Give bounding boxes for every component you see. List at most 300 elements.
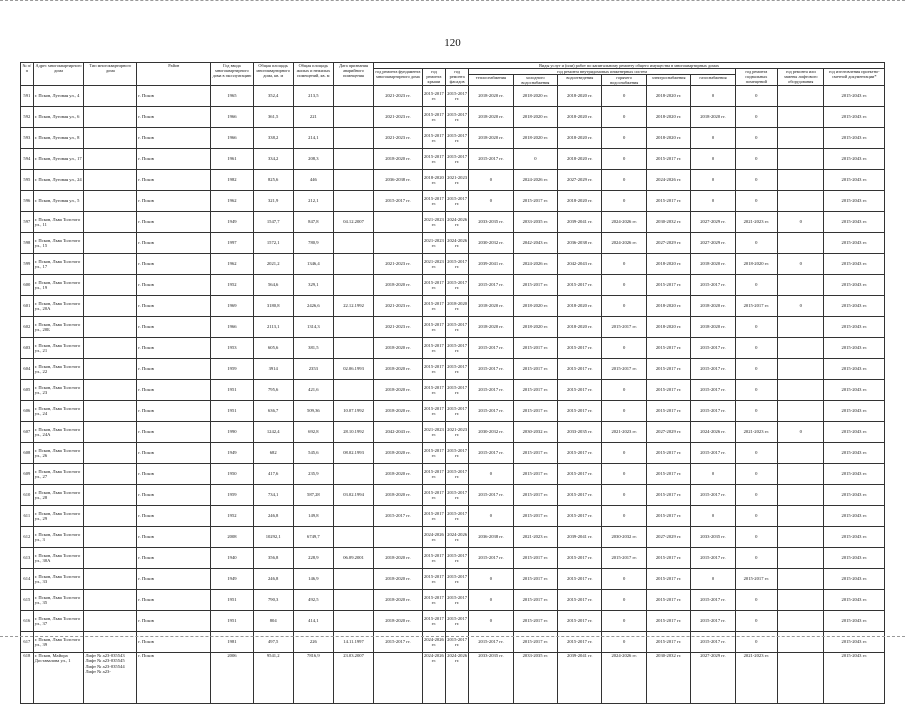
cell-heat: 2015-2017 гг. bbox=[469, 338, 513, 359]
cell-facade: 2015-2017 гг. bbox=[446, 86, 469, 107]
cell-cold-water: 2015-2017 гг. bbox=[513, 359, 557, 380]
cell-foundation bbox=[374, 527, 423, 548]
cell-date bbox=[333, 569, 373, 590]
cell-year: 1969 bbox=[211, 296, 253, 317]
cell-type bbox=[84, 611, 137, 632]
cell-total-area: 321,9 bbox=[253, 191, 293, 212]
header-living-area: Общая площадь жилых и нежилых помещений, кв. м bbox=[293, 63, 333, 86]
cell-address: г. Псков, Льва Толстого ул., 21 bbox=[33, 338, 84, 359]
cell-year: 2008 bbox=[211, 527, 253, 548]
cell-address: г. Псков, Луговая ул., 17 bbox=[33, 149, 84, 170]
cell-district: г. Псков bbox=[137, 296, 211, 317]
cell-electricity: 2018-2020 гг. bbox=[646, 107, 690, 128]
cell-lift bbox=[777, 359, 824, 380]
cell-living-area: 381,5 bbox=[293, 338, 333, 359]
cell-foundation: 2015-2017 гг. bbox=[374, 191, 423, 212]
cell-roof: 2015-2017 гг. bbox=[422, 107, 445, 128]
cell-foundation: 2021-2023 гг. bbox=[374, 317, 423, 338]
cell-heat: 0 bbox=[469, 464, 513, 485]
cell-electricity: 2015-2017 гг. bbox=[646, 548, 690, 569]
cell-lift bbox=[777, 443, 824, 464]
cell-facade: 2015-2017 гг. bbox=[446, 275, 469, 296]
cell-basement: 0 bbox=[735, 107, 777, 128]
cell-gas: 0 bbox=[691, 128, 735, 149]
header-facade: год ремонта фасадов bbox=[446, 69, 469, 86]
cell-heat: 2015-2017 гг. bbox=[469, 401, 513, 422]
cell-roof: 2015-2017 гг. bbox=[422, 317, 445, 338]
cell-drain: 2015-2017 гг. bbox=[558, 443, 602, 464]
cell-gas: 2027-2029 гг. bbox=[691, 233, 735, 254]
cell-basement: 0 bbox=[735, 611, 777, 632]
cell-year: 1962 bbox=[211, 191, 253, 212]
cell-gas: 0 bbox=[691, 170, 735, 191]
cell-date bbox=[333, 233, 373, 254]
cell-electricity: 2018-2020 гг. bbox=[646, 128, 690, 149]
header-systems-group: год ремонта внутридомовых инженерных систем bbox=[469, 69, 735, 75]
cell-year: 1951 bbox=[211, 401, 253, 422]
cell-cold-water: 2015-2017 гг. bbox=[513, 632, 557, 653]
cell-heat: 2018-2020 гг. bbox=[469, 128, 513, 149]
cell-facade: 2018-2020 гг. bbox=[446, 296, 469, 317]
cell-date bbox=[333, 527, 373, 548]
cell-year: 1959 bbox=[211, 359, 253, 380]
cell-hot-water: 0 bbox=[602, 149, 646, 170]
cell-facade: 2021-2023 гг. bbox=[446, 170, 469, 191]
cell-address: г. Псков, Льва Толстого ул., 3 bbox=[33, 527, 84, 548]
cell-facade: 2015-2017 гг. bbox=[446, 149, 469, 170]
cell-basement: 0 bbox=[735, 233, 777, 254]
cell-gas: 2015-2017 гг. bbox=[691, 590, 735, 611]
cell-drain: 2018-2020 гг. bbox=[558, 296, 602, 317]
cell-total-area: 795,6 bbox=[253, 380, 293, 401]
cell-address: г. Псков, Льва Толстого ул., 17 bbox=[33, 254, 84, 275]
header-lift: год ремонта или замены лифтового оборудования bbox=[777, 69, 824, 86]
cell-cold-water: 2015-2017 гг. bbox=[513, 569, 557, 590]
cell-foundation: 2018-2020 гг. bbox=[374, 485, 423, 506]
cell-num: 610 bbox=[21, 485, 34, 506]
cell-heat: 2039-2041 гг. bbox=[469, 254, 513, 275]
cell-hot-water: 2015-2017 гг. bbox=[602, 317, 646, 338]
cell-address: г. Псков, Льва Толстого ул., 24 bbox=[33, 401, 84, 422]
cell-living-area: 1346,4 bbox=[293, 254, 333, 275]
cell-hot-water: 0 bbox=[602, 254, 646, 275]
cell-drain: 2027-2029 гг. bbox=[558, 170, 602, 191]
cell-living-area: 228,9 bbox=[293, 548, 333, 569]
cell-date: 02.06.1993 bbox=[333, 359, 373, 380]
cell-roof: 2015-2017 гг. bbox=[422, 590, 445, 611]
cell-address: г. Псков, Луговая ул., 5 bbox=[33, 191, 84, 212]
cell-date bbox=[333, 128, 373, 149]
table-row bbox=[21, 464, 885, 485]
cell-num: 603 bbox=[21, 338, 34, 359]
cell-gas: 2015-2017 гг. bbox=[691, 611, 735, 632]
cell-num: 614 bbox=[21, 569, 34, 590]
cell-living-area: 446 bbox=[293, 170, 333, 191]
cell-basement: 0 bbox=[735, 590, 777, 611]
cell-electricity: 2015-2017 гг. bbox=[646, 632, 690, 653]
cell-foundation: 2021-2023 гг. bbox=[374, 86, 423, 107]
cell-hot-water: 0 bbox=[602, 590, 646, 611]
header-type: Тип многоквартирного дома bbox=[84, 63, 137, 86]
cell-design: 2015-2043 гг. bbox=[824, 317, 885, 338]
cell-living-area: 2426,6 bbox=[293, 296, 333, 317]
cell-drain: 2015-2017 гг. bbox=[558, 464, 602, 485]
cell-lift bbox=[777, 338, 824, 359]
cell-facade: 2015-2017 гг. bbox=[446, 380, 469, 401]
cell-address: г. Псков, Луговая ул., 24 bbox=[33, 170, 84, 191]
cell-electricity: 2015-2017 гг. bbox=[646, 506, 690, 527]
cell-living-area: 214,1 bbox=[293, 128, 333, 149]
cell-type bbox=[84, 338, 137, 359]
cell-year: 1966 bbox=[211, 317, 253, 338]
cell-foundation: 2018-2020 гг. bbox=[374, 464, 423, 485]
cell-heat: 2015-2017 гг. bbox=[469, 443, 513, 464]
header-year: Год ввода многоквартирного дома в эксплуатацию bbox=[211, 63, 253, 86]
cell-living-area: 226 bbox=[293, 632, 333, 653]
cell-basement: 0 bbox=[735, 548, 777, 569]
cell-district: г. Псков bbox=[137, 212, 211, 233]
cell-electricity: 2015-2017 гг. bbox=[646, 464, 690, 485]
cell-address: г. Псков, Льва Толстого ул., 24А bbox=[33, 422, 84, 443]
cell-basement: 2021-2023 гг. bbox=[735, 212, 777, 233]
cell-facade: 2015-2017 гг. bbox=[446, 401, 469, 422]
cell-date: 06.09.2001 bbox=[333, 548, 373, 569]
cell-date: 14.11.1997 bbox=[333, 632, 373, 653]
cell-year: 1982 bbox=[211, 170, 253, 191]
cell-basement: 0 bbox=[735, 401, 777, 422]
cell-year: 1997 bbox=[211, 233, 253, 254]
header-heat: теплоснабжения bbox=[469, 75, 513, 86]
cell-address: г. Псков, Льва Толстого ул., 20А bbox=[33, 296, 84, 317]
cell-cold-water: 2015-2017 гг. bbox=[513, 590, 557, 611]
cell-year: 1953 bbox=[211, 338, 253, 359]
cell-drain: 2018-2020 гг. bbox=[558, 86, 602, 107]
table-row bbox=[21, 170, 885, 191]
cell-facade: 2024-2026 гг. bbox=[446, 527, 469, 548]
cell-roof: 2015-2017 гг. bbox=[422, 149, 445, 170]
table-row bbox=[21, 275, 885, 296]
scan-bottom-edge bbox=[0, 636, 905, 637]
cell-heat: 2033-2035 гг. bbox=[469, 653, 513, 704]
cell-electricity: 2018-2020 гг. bbox=[646, 317, 690, 338]
cell-address: г. Псков, Льва Толстого ул., 39 bbox=[33, 632, 84, 653]
cell-total-area: 334,2 bbox=[253, 149, 293, 170]
cell-district: г. Псков bbox=[137, 317, 211, 338]
cell-design: 2015-2043 гг. bbox=[824, 296, 885, 317]
cell-lift bbox=[777, 275, 824, 296]
cell-hot-water: 2024-2026 гг. bbox=[602, 653, 646, 704]
cell-type bbox=[84, 254, 137, 275]
cell-living-area: 414,1 bbox=[293, 611, 333, 632]
header-foundation: год ремонта фундамента многоквартирного дома bbox=[374, 69, 423, 86]
cell-gas: 2018-2020 гг. bbox=[691, 254, 735, 275]
cell-foundation: 2018-2020 гг. bbox=[374, 338, 423, 359]
cell-design: 2015-2043 гг. bbox=[824, 170, 885, 191]
cell-num: 604 bbox=[21, 359, 34, 380]
cell-year: 1952 bbox=[211, 275, 253, 296]
cell-foundation bbox=[374, 653, 423, 704]
cell-type bbox=[84, 422, 137, 443]
table-row bbox=[21, 317, 885, 338]
scan-top-edge bbox=[0, 0, 905, 3]
cell-foundation: 2015-2017 гг. bbox=[374, 506, 423, 527]
cell-lift: 0 bbox=[777, 254, 824, 275]
cell-address: г. Псков, Льва Толстого ул., 22 bbox=[33, 359, 84, 380]
cell-heat: 2018-2020 гг. bbox=[469, 296, 513, 317]
header-works-group: Виды услуг и (или) работ по капитальному ремонту общего имущества в многоквартирных домах bbox=[374, 63, 885, 69]
cell-num: 611 bbox=[21, 506, 34, 527]
cell-date bbox=[333, 506, 373, 527]
cell-living-area: 1314,3 bbox=[293, 317, 333, 338]
table-row bbox=[21, 443, 885, 464]
cell-electricity: 2027-2029 гг. bbox=[646, 233, 690, 254]
header-roof: год ремонта крыши bbox=[422, 69, 445, 86]
cell-cold-water: 2015-2017 гг. bbox=[513, 191, 557, 212]
cell-foundation: 2042-2043 гг. bbox=[374, 422, 423, 443]
cell-hot-water: 0 bbox=[602, 611, 646, 632]
table-row bbox=[21, 380, 885, 401]
cell-cold-water: 2015-2017 гг. bbox=[513, 338, 557, 359]
cell-facade: 2024-2026 гг. bbox=[446, 233, 469, 254]
cell-foundation bbox=[374, 212, 423, 233]
cell-type bbox=[84, 317, 137, 338]
cell-total-area: 734,1 bbox=[253, 485, 293, 506]
cell-living-area: 587,28 bbox=[293, 485, 333, 506]
header-date: Дата признания аварийного помещения bbox=[333, 63, 373, 86]
cell-basement: 0 bbox=[735, 170, 777, 191]
cell-total-area: 246,8 bbox=[253, 569, 293, 590]
cell-basement: 0 bbox=[735, 128, 777, 149]
cell-electricity: 2015-2017 гг. bbox=[646, 191, 690, 212]
cell-hot-water: 0 bbox=[602, 191, 646, 212]
cell-foundation: 2015-2017 гг. bbox=[374, 632, 423, 653]
cell-lift bbox=[777, 485, 824, 506]
header-gas: газоснабжения bbox=[691, 75, 735, 86]
table-row bbox=[21, 233, 885, 254]
cell-living-area: 492,5 bbox=[293, 590, 333, 611]
cell-heat: 2015-2017 гг. bbox=[469, 359, 513, 380]
cell-num: 615 bbox=[21, 590, 34, 611]
cell-year: 1949 bbox=[211, 443, 253, 464]
cell-type bbox=[84, 506, 137, 527]
cell-drain: 2015-2017 гг. bbox=[558, 275, 602, 296]
cell-district: г. Псков bbox=[137, 275, 211, 296]
cell-drain: 2018-2020 гг. bbox=[558, 128, 602, 149]
cell-lift: 0 bbox=[777, 296, 824, 317]
cell-cold-water: 2015-2017 гг. bbox=[513, 275, 557, 296]
table-row bbox=[21, 527, 885, 548]
cell-facade: 2015-2017 гг. bbox=[446, 464, 469, 485]
cell-total-area: 825,6 bbox=[253, 170, 293, 191]
cell-gas: 2033-2035 гг. bbox=[691, 527, 735, 548]
cell-type bbox=[84, 191, 137, 212]
cell-roof: 2018-2020 гг. bbox=[422, 170, 445, 191]
cell-gas: 2027-2029 гг. bbox=[691, 653, 735, 704]
cell-heat: 0 bbox=[469, 590, 513, 611]
cell-roof: 2015-2017 гг. bbox=[422, 464, 445, 485]
cell-cold-water: 2024-2026 гг. bbox=[513, 170, 557, 191]
cell-gas: 2024-2026 гг. bbox=[691, 422, 735, 443]
cell-lift bbox=[777, 590, 824, 611]
cell-living-area: 235,9 bbox=[293, 464, 333, 485]
cell-electricity: 2027-2029 гг. bbox=[646, 527, 690, 548]
cell-date bbox=[333, 275, 373, 296]
header-electricity: электроснабжения bbox=[646, 75, 690, 86]
header-basement: год ремонта подвальных помещений bbox=[735, 69, 777, 86]
cell-year: 1966 bbox=[211, 107, 253, 128]
cell-total-area: 1547,7 bbox=[253, 212, 293, 233]
cell-cold-water: 2015-2017 гг. bbox=[513, 485, 557, 506]
cell-year: 1981 bbox=[211, 632, 253, 653]
cell-design: 2015-2043 гг. bbox=[824, 107, 885, 128]
cell-hot-water: 2015-2017 гг. bbox=[602, 548, 646, 569]
cell-basement: 0 bbox=[735, 506, 777, 527]
cell-drain: 2015-2017 гг. bbox=[558, 338, 602, 359]
cell-district: г. Псков bbox=[137, 611, 211, 632]
cell-address: г. Псков, Льва Толстого ул., 19 bbox=[33, 275, 84, 296]
cell-roof: 2015-2017 гг. bbox=[422, 275, 445, 296]
cell-gas: 2015-2017 гг. bbox=[691, 275, 735, 296]
header-address: Адрес многоквартирного дома bbox=[33, 63, 84, 86]
cell-living-area: 421,6 bbox=[293, 380, 333, 401]
cell-date bbox=[333, 464, 373, 485]
cell-type bbox=[84, 359, 137, 380]
table-row bbox=[21, 485, 885, 506]
table-row bbox=[21, 296, 885, 317]
cell-living-area: 545,6 bbox=[293, 443, 333, 464]
cell-gas: 2018-2020 гг. bbox=[691, 317, 735, 338]
cell-facade: 2015-2017 гг. bbox=[446, 590, 469, 611]
cell-hot-water: 2024-2026 гг. bbox=[602, 233, 646, 254]
cell-heat: 2033-2035 гг. bbox=[469, 212, 513, 233]
cell-type bbox=[84, 128, 137, 149]
cell-design: 2015-2043 гг. bbox=[824, 86, 885, 107]
cell-foundation: 2036-2038 гг. bbox=[374, 170, 423, 191]
cell-drain: 2042-2043 гг. bbox=[558, 254, 602, 275]
cell-gas: 2015-2017 гг. bbox=[691, 443, 735, 464]
cell-heat: 0 bbox=[469, 170, 513, 191]
cell-date bbox=[333, 590, 373, 611]
cell-type bbox=[84, 548, 137, 569]
cell-basement: 0 bbox=[735, 317, 777, 338]
cell-basement: 0 bbox=[735, 338, 777, 359]
cell-num: 616 bbox=[21, 611, 34, 632]
cell-district: г. Псков bbox=[137, 506, 211, 527]
cell-facade: 2015-2017 гг. bbox=[446, 317, 469, 338]
cell-lift bbox=[777, 632, 824, 653]
cell-facade: 2015-2017 гг. bbox=[446, 569, 469, 590]
cell-roof: 2024-2026 гг. bbox=[422, 632, 445, 653]
cell-hot-water: 0 bbox=[602, 275, 646, 296]
cell-foundation bbox=[374, 233, 423, 254]
cell-electricity: 2030-2032 гг. bbox=[646, 653, 690, 704]
cell-district: г. Псков bbox=[137, 233, 211, 254]
cell-design: 2015-2043 гг. bbox=[824, 149, 885, 170]
cell-type bbox=[84, 569, 137, 590]
cell-gas: 0 bbox=[691, 506, 735, 527]
cell-cold-water: 2033-2035 гг. bbox=[513, 212, 557, 233]
cell-date bbox=[333, 86, 373, 107]
cell-living-area: 847,8 bbox=[293, 212, 333, 233]
cell-hot-water: 0 bbox=[602, 380, 646, 401]
cell-foundation: 2021-2023 гг. bbox=[374, 107, 423, 128]
cell-lift bbox=[777, 401, 824, 422]
cell-electricity: 2018-2020 гг. bbox=[646, 86, 690, 107]
cell-date: 08.02.1993 bbox=[333, 443, 373, 464]
cell-drain: 2015-2017 гг. bbox=[558, 359, 602, 380]
cell-hot-water: 0 bbox=[602, 569, 646, 590]
cell-drain: 2015-2017 гг. bbox=[558, 611, 602, 632]
cell-electricity: 2015-2017 гг. bbox=[646, 149, 690, 170]
cell-type bbox=[84, 149, 137, 170]
cell-lift bbox=[777, 548, 824, 569]
cell-foundation: 2018-2020 гг. bbox=[374, 590, 423, 611]
cell-hot-water: 2015-2017 гг. bbox=[602, 359, 646, 380]
cell-design: 2015-2043 гг. bbox=[824, 506, 885, 527]
cell-heat: 0 bbox=[469, 569, 513, 590]
header-num: № п/п bbox=[21, 63, 34, 86]
cell-date bbox=[333, 254, 373, 275]
table-row bbox=[21, 107, 885, 128]
cell-design: 2015-2043 гг. bbox=[824, 338, 885, 359]
cell-lift bbox=[777, 107, 824, 128]
cell-lift bbox=[777, 569, 824, 590]
cell-basement: 0 bbox=[735, 632, 777, 653]
cell-heat: 2015-2017 гг. bbox=[469, 380, 513, 401]
cell-facade: 2015-2017 гг. bbox=[446, 359, 469, 380]
cell-design: 2015-2043 гг. bbox=[824, 191, 885, 212]
cell-heat: 2018-2020 гг. bbox=[469, 317, 513, 338]
cell-gas: 0 bbox=[691, 86, 735, 107]
cell-district: г. Псков bbox=[137, 569, 211, 590]
cell-cold-water: 2015-2017 гг. bbox=[513, 380, 557, 401]
header-design: год изготовления проектно-сметной документации* bbox=[824, 69, 885, 86]
cell-electricity: 2015-2017 гг. bbox=[646, 569, 690, 590]
cell-lift: 0 bbox=[777, 422, 824, 443]
cell-drain: 2018-2020 гг. bbox=[558, 317, 602, 338]
cell-district: г. Псков bbox=[137, 359, 211, 380]
cell-year: 1940 bbox=[211, 548, 253, 569]
cell-drain: 2015-2017 гг. bbox=[558, 485, 602, 506]
cell-num: 607 bbox=[21, 422, 34, 443]
cell-lift bbox=[777, 611, 824, 632]
table-row bbox=[21, 359, 885, 380]
cell-foundation: 2021-2023 гг. bbox=[374, 128, 423, 149]
cell-num: 600 bbox=[21, 275, 34, 296]
cell-roof: 2024-2026 гг. bbox=[422, 527, 445, 548]
cell-heat: 2015-2017 гг. bbox=[469, 548, 513, 569]
cell-date bbox=[333, 611, 373, 632]
cell-electricity: 2030-2032 гг. bbox=[646, 212, 690, 233]
cell-basement: 0 bbox=[735, 275, 777, 296]
cell-living-area: 509,36 bbox=[293, 401, 333, 422]
cell-hot-water: 0 bbox=[602, 296, 646, 317]
cell-num: 597 bbox=[21, 212, 34, 233]
table-row bbox=[21, 191, 885, 212]
cell-total-area: 790,3 bbox=[253, 590, 293, 611]
cell-address: г. Псков, Майора Доставалова ул., 1 bbox=[33, 653, 84, 704]
cell-gas: 2015-2017 гг. bbox=[691, 338, 735, 359]
cell-address: г. Псков, Льва Толстого ул., 11 bbox=[33, 212, 84, 233]
cell-address: г. Псков, Льва Толстого ул., 37 bbox=[33, 611, 84, 632]
table-row bbox=[21, 422, 885, 443]
cell-roof: 2015-2017 гг. bbox=[422, 191, 445, 212]
cell-design: 2015-2043 гг. bbox=[824, 233, 885, 254]
cell-type bbox=[84, 401, 137, 422]
cell-hot-water: 0 bbox=[602, 128, 646, 149]
cell-gas: 2027-2029 гг. bbox=[691, 212, 735, 233]
cell-heat: 0 bbox=[469, 611, 513, 632]
